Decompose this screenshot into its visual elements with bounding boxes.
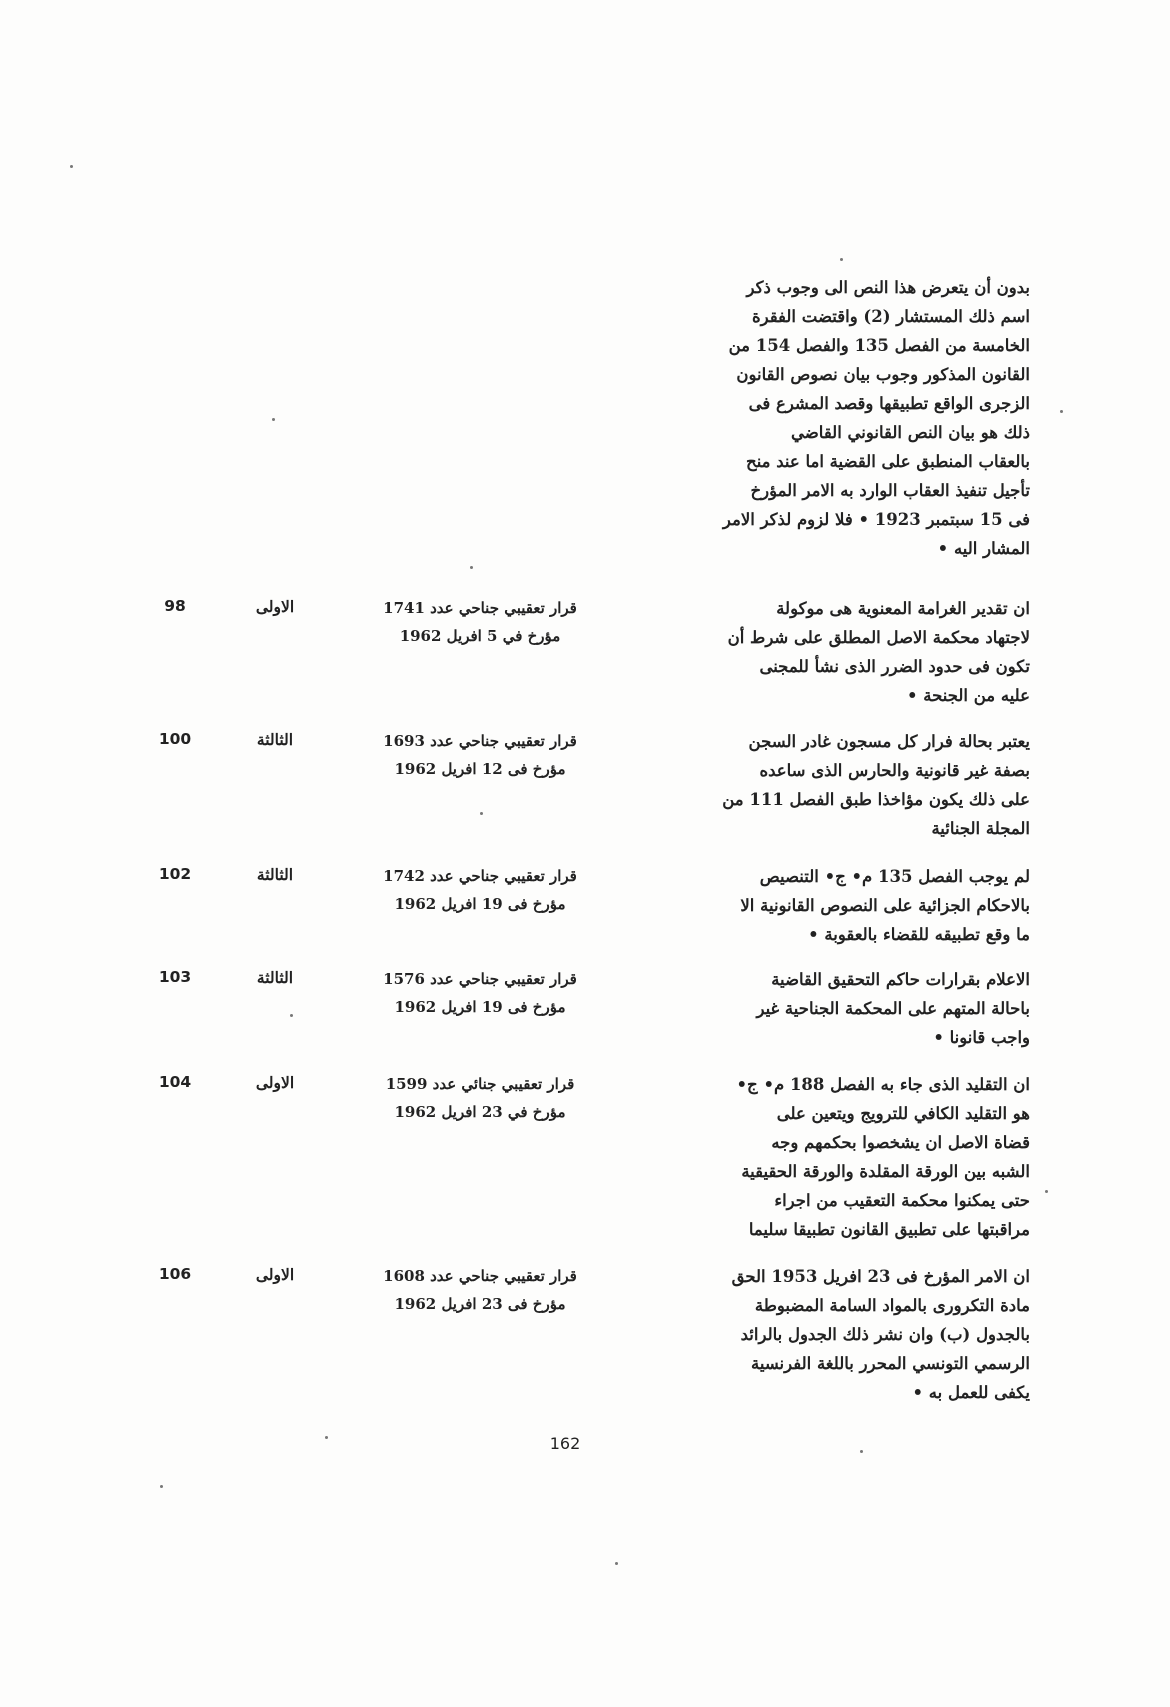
scan-speck (1045, 1190, 1048, 1193)
text-line: باحالة المتهم على المحكمة الجناحية غير (756, 999, 1030, 1018)
entry-summary (660, 862, 1030, 949)
text-line: حتى يمكنوا محكمة التعقيب من اجراء (774, 1191, 1030, 1210)
scan-speck (70, 165, 73, 168)
decision-reference (345, 727, 615, 783)
scan-speck (1060, 410, 1063, 413)
page-reference: 104 (158, 1073, 192, 1091)
scan-speck (290, 1014, 293, 1017)
text-line: مادة التكرورى بالمواد السامة المضبوطة (754, 1296, 1030, 1315)
text-line: ان التقليد الذى جاء به الفصل 188 م• ج• (736, 1075, 1030, 1094)
scan-speck (325, 1436, 328, 1439)
decision-number: قرار تعقيبي جناحي عدد 1608 (383, 1267, 577, 1285)
text-line: الشبه بين الورقة المقلدة والورقة الحقيقية (741, 1162, 1030, 1181)
decision-number: قرار تعقيبي جناحي عدد 1693 (383, 732, 577, 750)
decision-date: مؤرخ في 5 افريل 1962 (399, 627, 561, 645)
page-reference: 100 (158, 730, 192, 748)
text-line: ان الامر المؤرخ فى 23 افريل 1953 الحق (731, 1267, 1030, 1286)
entry-summary (660, 727, 1030, 843)
chamber-label: الثالثة (256, 865, 294, 884)
text-line: الزجرى الواقع تطبيقها وقصد المشرع فى (748, 394, 1030, 413)
text-line: الاعلام بقرارات حاكم التحقيق القاضية (771, 970, 1030, 989)
decision-reference (345, 1070, 615, 1126)
scan-speck (480, 812, 483, 815)
decision-date: مؤرخ فى 23 افريل 1962 (394, 1295, 566, 1313)
intro-paragraph (660, 273, 1030, 563)
text-line: على ذلك يكون مؤاخذا طبق الفصل 111 من (722, 790, 1030, 809)
text-line: يعتبر بحالة فرار كل مسجون غادر السجن (748, 732, 1030, 751)
text-line: بدون أن يتعرض هذا النص الى وجوب ذكر (746, 278, 1030, 297)
text-line: المجلة الجنائية (931, 819, 1030, 838)
text-line: بالجدول (ب) وان نشر ذلك الجدول بالرائد (740, 1325, 1030, 1344)
chamber-label: الاولى (255, 1073, 295, 1092)
scan-speck (615, 1562, 618, 1565)
text-line: ما وقع تطبيقه للقضاء بالعقوبة • (808, 925, 1030, 944)
decision-reference (345, 862, 615, 918)
decision-reference (345, 965, 615, 1021)
scan-speck (160, 1485, 163, 1488)
entry-summary (660, 1262, 1030, 1407)
page-reference: 102 (158, 865, 192, 883)
text-line: هو التقليد الكافي للترويج ويتعين على (776, 1104, 1030, 1123)
entry-summary (660, 594, 1030, 710)
page-number: 162 (549, 1434, 581, 1453)
page-reference: 106 (158, 1265, 192, 1283)
text-line: عليه من الجنحة • (906, 686, 1030, 705)
decision-number: قرار تعقيبي جنائي عدد 1599 (385, 1075, 575, 1093)
text-line: تأجيل تنفيذ العقاب الوارد به الامر المؤرخ (750, 481, 1030, 500)
text-line: بالعقاب المنطبق على القضية اما عند منح (746, 452, 1030, 471)
text-line: المشار اليه • (937, 539, 1030, 558)
text-line: الخامسة من الفصل 135 والفصل 154 من (728, 336, 1030, 355)
text-line: فى 15 سبتمبر 1923 • فلا لزوم لذكر الامر (722, 510, 1030, 529)
scan-speck (470, 566, 473, 569)
text-line: اسم ذلك المستشار (2) واقتضت الفقرة (751, 307, 1030, 326)
decision-date: مؤرخ في 23 افريل 1962 (394, 1103, 566, 1121)
entry-summary (660, 965, 1030, 1052)
text-line: تكون فى حدود الضرر الذى نشأ للمجنى (759, 657, 1030, 676)
decision-number: قرار تعقيبي جناحي عدد 1576 (383, 970, 577, 988)
text-line: بالاحكام الجزائية على النصوص القانونية الا (740, 896, 1030, 915)
text-line: القانون المذكور وجوب بيان نصوص القانون (736, 365, 1030, 384)
page-reference: 103 (158, 968, 192, 986)
scan-speck (272, 418, 275, 421)
entry-summary (660, 1070, 1030, 1244)
text-line: قضاة الاصل ان يشخصوا بحكمهم وجه (771, 1133, 1030, 1152)
chamber-label: الثالثة (256, 968, 294, 987)
text-line: واجب قانونا • (933, 1028, 1030, 1047)
decision-reference (345, 1262, 615, 1318)
decision-reference (345, 594, 615, 650)
decision-date: مؤرخ فى 12 افريل 1962 (394, 760, 566, 778)
text-line: يكفى للعمل به • (912, 1383, 1030, 1402)
text-line: لاجتهاد محكمة الاصل المطلق على شرط أن (727, 628, 1030, 647)
text-line: مراقبتها على تطبيق القانون تطبيقا سليما (748, 1220, 1030, 1239)
chamber-label: الاولى (255, 597, 295, 616)
text-line: لم يوجب الفصل 135 م• ج• التنصيص (759, 867, 1030, 886)
text-line: ذلك هو بيان النص القانوني القاضي (791, 423, 1030, 442)
text-line: بصفة غير قانونية والحارس الذى ساعده (759, 761, 1030, 780)
scan-speck (860, 1450, 863, 1453)
page-reference: 98 (164, 597, 186, 615)
text-line: ان تقدير الغرامة المعنوية هى موكولة (776, 599, 1030, 618)
text-line: الرسمي التونسي المحرر باللغة الفرنسية (751, 1354, 1030, 1373)
chamber-label: الاولى (255, 1265, 295, 1284)
scan-speck (840, 258, 843, 261)
decision-date: مؤرخ فى 19 افريل 1962 (394, 998, 566, 1016)
decision-number: قرار تعقيبي جناحي عدد 1742 (383, 867, 577, 885)
decision-date: مؤرخ فى 19 افريل 1962 (394, 895, 566, 913)
chamber-label: الثالثة (256, 730, 294, 749)
decision-number: قرار تعقيبي جناحي عدد 1741 (383, 599, 577, 617)
